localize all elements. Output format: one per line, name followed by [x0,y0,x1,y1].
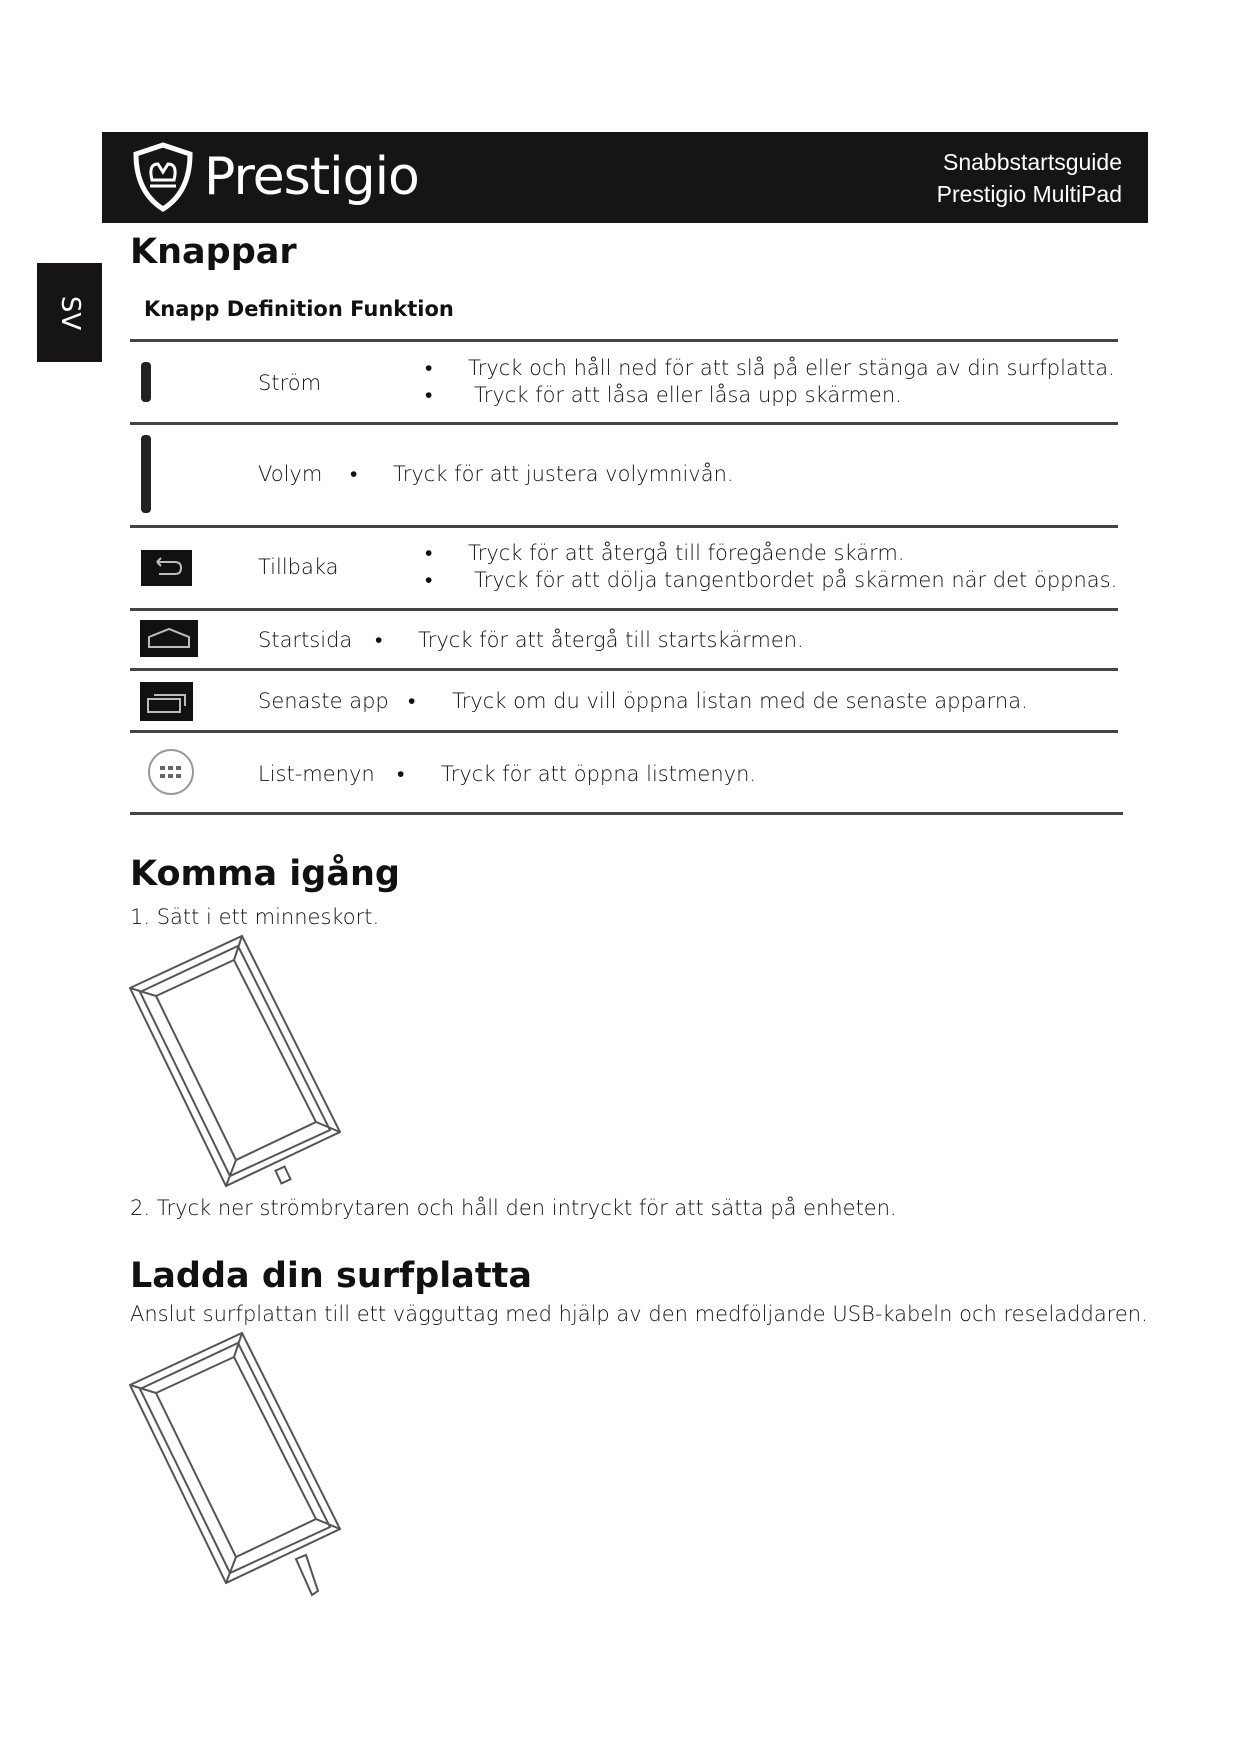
recent-apps-icon [140,682,193,721]
function-text: Tryck om du vill öppna listan med de senaste apparna. [452,689,1028,713]
charging-text: Anslut surfplattan till ett vägguttag med hjälp av den medföljande USB-kabeln och reseladdaren. [130,1302,1148,1326]
definition: Volym [258,462,323,486]
section-title-charging: Ladda din surfplatta [130,1256,532,1296]
function-text: Tryck för att öppna listmenyn. [441,762,757,786]
tablet-sd-card-illustration [126,934,346,1196]
divider [130,812,1123,815]
brand-name: Prestigio [204,147,419,207]
language-tab [37,263,102,362]
function-text: Tryck för att återgå till föregående skärm. [468,541,905,565]
divider [130,608,1118,611]
volume-key-icon [141,435,151,513]
language-code: SV [54,295,85,330]
section-title-buttons: Knappar [130,232,297,272]
function-text: Tryck för att justera volymnivån. [393,462,734,486]
bullet: • [425,383,433,407]
app-menu-icon [147,748,195,796]
function-text: Tryck för att dölja tangentbordet på skärmen när det öppnas. [474,568,1118,592]
bullet: • [375,628,383,652]
definition: List-menyn [258,762,375,786]
bullet: • [350,462,358,486]
bullet: • [425,541,433,565]
prestigio-logo [130,142,419,212]
function-text: Tryck och håll ned för att slå på eller stänga av din surfplatta. [468,356,1115,380]
product-name: Prestigio MultiPad [936,181,1122,207]
tablet-charging-illustration [126,1331,346,1599]
power-key-icon [141,362,151,402]
table-header: Knapp Definition Funktion [144,297,454,321]
home-icon [140,620,198,657]
definition: Senaste app [258,689,389,713]
bullet: • [408,689,416,713]
section-title-getting-started: Komma igång [130,854,400,894]
function-text: Tryck för att återgå till startskärmen. [418,628,804,652]
divider [130,525,1118,528]
definition: Startsida [258,628,353,652]
back-icon [141,550,192,586]
step-1: 1. Sätt i ett minneskort. [130,905,380,929]
header-bar [102,132,1148,223]
bullet: • [425,568,433,592]
divider [130,730,1118,733]
shield-crown-icon [130,142,196,212]
guide-title: Snabbstartsguide [942,149,1122,175]
definition: Ström [258,371,322,395]
function-text: Tryck för att låsa eller låsa upp skärmen. [474,383,902,407]
step-2: 2. Tryck ner strömbrytaren och håll den intryckt för att sätta på enheten. [130,1196,897,1220]
bullet: • [397,762,405,786]
bullet: • [425,356,433,380]
divider [130,339,1118,342]
definition: Tillbaka [258,555,339,579]
divider [130,668,1118,671]
divider [130,422,1118,425]
